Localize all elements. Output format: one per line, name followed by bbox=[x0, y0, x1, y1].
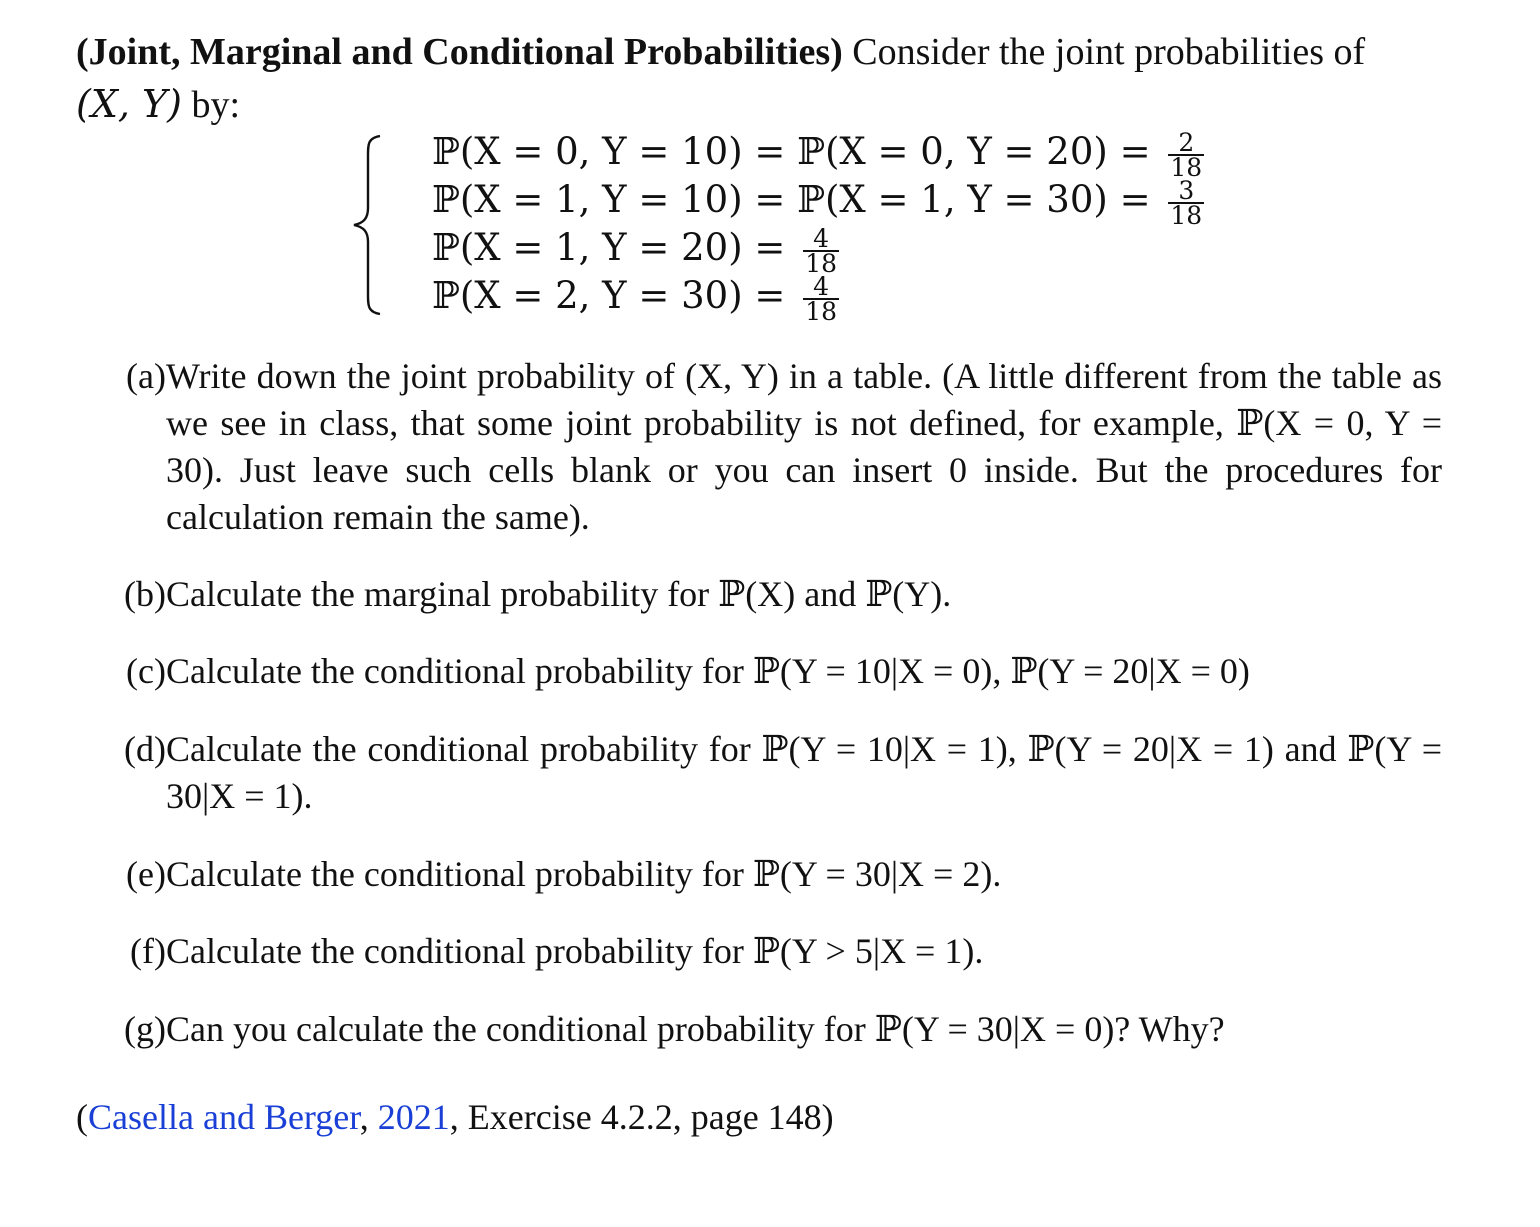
fraction-denominator: 18 bbox=[805, 296, 837, 326]
equation-row-3 bbox=[432, 223, 839, 278]
fraction-numerator: 4 bbox=[803, 275, 839, 300]
part-text: Calculate the conditional probability for ℙ(Y = 30|X = 2). bbox=[166, 854, 1002, 894]
reference-citation bbox=[76, 1094, 834, 1141]
equation-lhs: ℙ(X = 1, Y = 10) = ℙ(X = 1, Y = 30) = bbox=[432, 178, 1151, 221]
equation-row-2 bbox=[432, 175, 1204, 230]
ref-sep: , bbox=[359, 1097, 378, 1137]
fraction bbox=[1168, 127, 1204, 182]
part-label: (c) bbox=[126, 651, 166, 691]
part-text: Calculate the conditional probability for ℙ(Y > 5|X = 1). bbox=[166, 931, 984, 971]
part-text: Can you calculate the conditional probability for ℙ(Y = 30|X = 0)? Why? bbox=[166, 1009, 1225, 1049]
equation-lhs: ℙ(X = 0, Y = 10) = ℙ(X = 0, Y = 20) = bbox=[432, 130, 1151, 173]
part-label: (g) bbox=[124, 1009, 166, 1049]
exercise-title: (Joint, Marginal and Conditional Probabilities) bbox=[76, 31, 843, 73]
equation-lhs: ℙ(X = 1, Y = 20) = bbox=[432, 226, 786, 269]
part-text: Calculate the conditional probability for ℙ(Y = 10|X = 1), ℙ(Y = 20|X = 1) and ℙ(Y = 30|X = 1). bbox=[166, 729, 1442, 816]
intro-paragraph bbox=[76, 26, 1456, 131]
variable-pair: (X, Y) bbox=[76, 82, 182, 126]
equation-lhs: ℙ(X = 2, Y = 30) = bbox=[432, 274, 786, 317]
intro-text: Consider the joint probabilities of bbox=[842, 31, 1366, 73]
equation-row-1 bbox=[432, 127, 1204, 182]
part-text: Write down the joint probability of (X, Y) in a table. (A little different from the table as we see in class, that some joint probability is not defined, for example, ℙ(X = 0, Y = 30). Just leave such cells blank or you can insert 0 inside. But the procedures for calculation remain the same). bbox=[166, 356, 1442, 537]
part-label: (e) bbox=[126, 854, 166, 894]
part-label: (b) bbox=[124, 574, 166, 614]
joint-probability-system bbox=[352, 127, 1203, 326]
fraction bbox=[1168, 175, 1204, 230]
part-text: Calculate the conditional probability for ℙ(Y = 10|X = 0), ℙ(Y = 20|X = 0) bbox=[166, 651, 1250, 691]
part-label: (d) bbox=[124, 729, 166, 769]
fraction-denominator: 18 bbox=[1170, 152, 1203, 182]
left-brace-icon bbox=[352, 134, 382, 316]
intro-text-end: by: bbox=[181, 84, 241, 126]
fraction-denominator: 18 bbox=[805, 248, 837, 278]
fraction-denominator: 18 bbox=[1170, 200, 1203, 230]
ref-open: ( bbox=[76, 1097, 88, 1137]
fraction-numerator: 2 bbox=[1168, 131, 1204, 156]
fraction-numerator: 3 bbox=[1168, 179, 1204, 204]
ref-rest: , Exercise 4.2.2, page 148) bbox=[449, 1097, 834, 1137]
fraction bbox=[803, 271, 839, 326]
ref-authors-link[interactable]: Casella and Berger bbox=[88, 1097, 360, 1137]
part-label: (a) bbox=[126, 356, 166, 396]
part-label: (f) bbox=[130, 931, 166, 971]
fraction bbox=[803, 223, 839, 278]
equation-row-4 bbox=[432, 271, 839, 326]
fraction-numerator: 4 bbox=[803, 227, 839, 252]
part-text: Calculate the marginal probability for ℙ(X) and ℙ(Y). bbox=[166, 574, 952, 614]
ref-year-link[interactable]: 2021 bbox=[377, 1097, 450, 1137]
